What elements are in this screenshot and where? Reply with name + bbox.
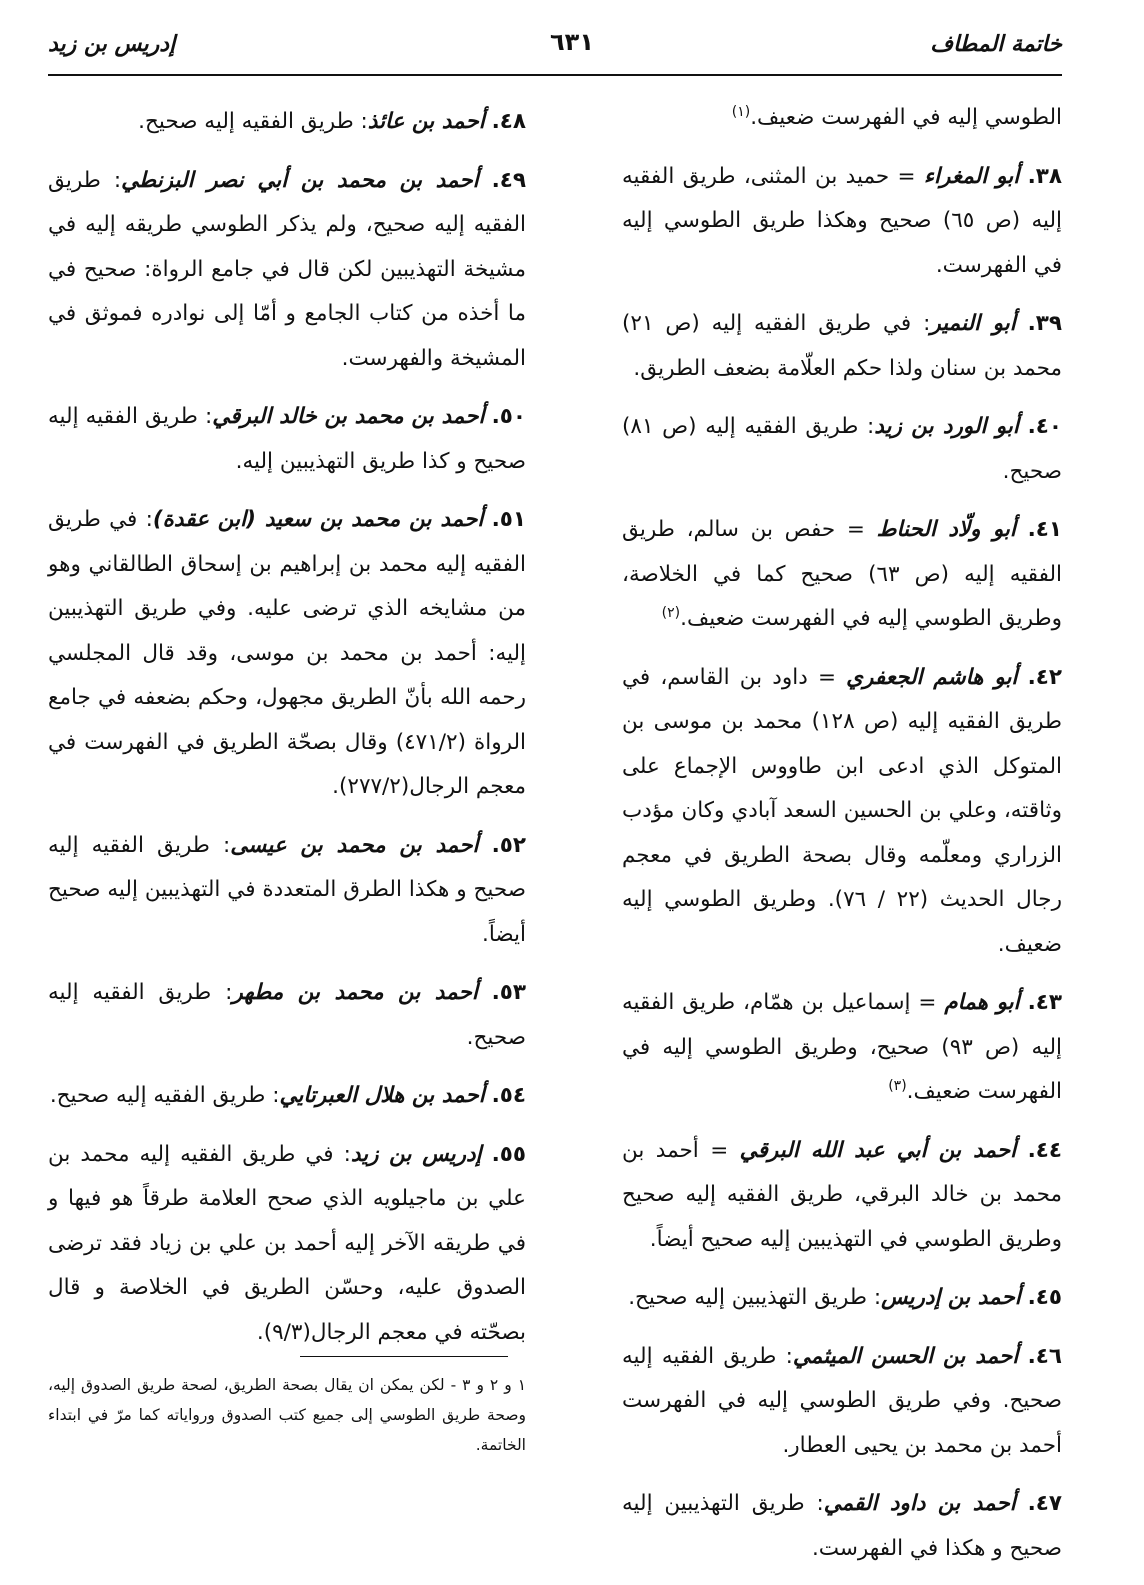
- entry: [622, 302, 1062, 391]
- narrator-name: أحمد بن محمد بن عيسى: [230, 832, 479, 858]
- entry-separator: =: [835, 517, 877, 542]
- entry-text: في طريق الفقيه إليه محمد بن علي بن ماجيلويه الذي صحح العلامة طرقاً هو فيها و في طريقه الآخر إليه أحمد بن علي بن زياد فقد ترضى الصدوق عليه، وحسّن الطريق في الخلاصة و قال بصحّته في معجم الرجال(٩/٣).: [48, 1141, 526, 1345]
- entry-text: في طريق الفقيه إليه محمد بن إبراهيم بن إسحاق الطالقاني وهو من مشايخه الذي ترضى عليه. وفي طريق التهذيبين إليه: أحمد بن محمد بن موسى، وقد قال المجلسي رحمه الله بأنّ الطريق مجهول، وحكم بضعفه في جامع الرواة (٤٧١/٢) وقال بصحّة الطريق في الفهرست في معجم الرجال(٢٧٧/٢).: [48, 507, 526, 799]
- entry-number: ٤٧.: [1027, 1491, 1062, 1516]
- entry-separator: :: [265, 1083, 280, 1108]
- entry: [622, 656, 1062, 968]
- entry-text: طريق الفقيه إليه صحيح. وفي طريق الطوسي إليه في الفهرست أحمد بن محمد بن يحيى العطار.: [622, 1343, 1062, 1458]
- entry: [48, 498, 526, 810]
- running-title-right: خاتمة المطاف: [930, 32, 1062, 57]
- right-column: [622, 96, 1062, 1585]
- entry: [622, 1482, 1062, 1571]
- entry-number: ٤٣.: [1027, 990, 1063, 1015]
- entry-separator: :: [100, 167, 122, 193]
- entry-text: طريق الفقيه إليه صحيح.: [138, 109, 354, 134]
- entry: [622, 1335, 1062, 1469]
- entry-number: ٥٥.: [491, 1141, 526, 1167]
- entry-number: ٥٢.: [491, 832, 526, 858]
- narrator-name: أحمد بن هلال العبرتايي: [279, 1083, 485, 1108]
- entry-number: ٣٩.: [1027, 311, 1063, 336]
- entry: [622, 405, 1062, 494]
- entry: [622, 508, 1062, 642]
- entry-number: ٤٩.: [491, 167, 527, 193]
- entry-number: ٤٨.: [491, 109, 526, 134]
- footnote-marker: (٣): [888, 1078, 907, 1094]
- narrator-name: أحمد بن داود القمي: [823, 1491, 1016, 1516]
- narrator-name: أحمد بن أبي عبد الله البرقي: [739, 1137, 1017, 1163]
- entry: [622, 96, 1062, 141]
- entry-separator: :: [804, 1491, 824, 1516]
- entry-separator: :: [209, 832, 231, 858]
- narrator-name: أبو ولّاد الحناط: [876, 517, 1016, 542]
- entry-separator: =: [698, 1137, 740, 1163]
- narrator-name: أحمد بن محمد بن خالد البرقي: [212, 404, 485, 429]
- narrator-name: إدريس بن زيد: [350, 1141, 482, 1167]
- entry-separator: :: [911, 311, 931, 336]
- entry-separator: :: [353, 109, 368, 134]
- entry-separator: :: [211, 980, 233, 1005]
- entry: [48, 971, 526, 1060]
- entry: [48, 824, 526, 958]
- entry: [622, 1276, 1062, 1321]
- entry-separator: :: [197, 404, 213, 429]
- narrator-name: أحمد بن محمد بن سعيد (ابن عقدة): [152, 507, 484, 532]
- narrator-name: أحمد بن الحسن الميثمي: [792, 1343, 1019, 1369]
- entry-number: ٤٠.: [1027, 414, 1062, 439]
- entry-text: طريق التهذيبين إليه صحيح.: [628, 1285, 868, 1310]
- footnote-marker: (٢): [661, 605, 681, 621]
- entry-separator: =: [910, 990, 945, 1015]
- entry-text: طريق الفقيه إليه (ص ٨١) صحيح.: [622, 414, 1062, 484]
- entry-number: ٥٤.: [491, 1083, 526, 1108]
- narrator-name: أبو همام: [944, 990, 1020, 1015]
- entry-number: ٥٠.: [491, 404, 527, 429]
- entry-text: أحمد بن محمد بن خالد البرقي، طريق الفقيه إليه صحيح وطريق الطوسي في التهذيبين إليه صحيح أيضاً.: [622, 1137, 1062, 1252]
- entry: [622, 155, 1062, 289]
- entry: [622, 981, 1062, 1115]
- entry: [48, 1074, 526, 1119]
- header-rule: [48, 74, 1062, 76]
- entry-separator: :: [776, 1343, 793, 1369]
- entry-number: ٤٥.: [1027, 1285, 1062, 1310]
- footnote: ١ و ٢ و ٣ - لكن يمكن ان يقال بصحة الطريق، لصحة طريق الصدوق إليه، وصحة طريق الطوسي إلى جميع كتب الصدوق ورواياته كما مرّ في ابتداء الخاتمة.: [48, 1376, 527, 1454]
- entry-text: طريق التهذيبين إليه صحيح و هكذا في الفهرست.: [622, 1491, 1062, 1561]
- entry-separator: =: [889, 163, 924, 189]
- narrator-name: أبو المغراء: [923, 163, 1020, 189]
- entry: [48, 100, 526, 145]
- entry-separator: =: [807, 664, 847, 690]
- entry-text: طريق الفقيه إليه صحيح.: [49, 1083, 266, 1108]
- entry-text: طريق الفقيه إليه صحيح و هكذا الطرق المتعددة في التهذيبين إليه صحيح أيضاً.: [48, 832, 526, 947]
- entry-number: ٤٦.: [1027, 1343, 1063, 1369]
- narrator-name: أحمد بن إدريس: [881, 1285, 1021, 1310]
- running-title-left: إدريس بن زيد: [48, 32, 176, 57]
- entry-text: طريق الفقيه إليه صحيح و كذا طريق التهذيبين إليه.: [48, 404, 526, 474]
- entry-number: ٥٣.: [491, 980, 527, 1005]
- entry: [48, 159, 526, 382]
- entry-number: ٤٢.: [1027, 664, 1062, 690]
- entry-number: ٣٨.: [1027, 163, 1062, 189]
- narrator-name: أحمد بن عائذ: [367, 109, 485, 134]
- entry-text: إسماعيل بن همّام، طريق الفقيه إليه (ص ٩٣) صحيح، وطريق الطوسي إليه في الفهرست ضعيف.: [622, 990, 1062, 1104]
- entry-separator: :: [333, 1141, 351, 1167]
- entry-number: ٤١.: [1027, 517, 1063, 542]
- footnote-separator: [300, 1356, 508, 1357]
- entry-text: في طريق الفقيه إليه (ص ٢١) محمد بن سنان ولذا حكم العلّامة بضعف الطريق.: [622, 311, 1062, 381]
- entry: [622, 1129, 1062, 1263]
- narrator-name: أحمد بن محمد بن مطهر: [232, 980, 478, 1005]
- entry-text: داود بن القاسم، في طريق الفقيه إليه (ص ١٢٨) محمد بن موسى بن المتوكل الذي ادعى ابن طاووس الإجماع على وثاقته، وعلي بن الحسين السعد آبادي وكان مؤدب الزراري ومعلّمه وقال بصحة الطريق في معجم رجال الحديث (٢٢ / ٧٦). وطريق الطوسي إليه ضعيف.: [622, 664, 1062, 957]
- left-column: [48, 100, 526, 1369]
- narrator-name: أحمد بن محمد بن أبي نصر البزنطي: [121, 167, 479, 193]
- entry: [48, 1133, 526, 1356]
- entry-separator: :: [867, 1285, 882, 1310]
- entry-text: حميد بن المثنى، طريق الفقيه إليه (ص ٦٥) صحيح وهكذا طريق الطوسي إليه في الفهرست.: [622, 163, 1063, 278]
- narrator-name: أبو النمير: [930, 311, 1016, 336]
- footnote-marker: (١): [731, 104, 751, 120]
- narrator-name: أبو الورد بن زيد: [874, 414, 1019, 439]
- entry-separator: :: [137, 507, 153, 532]
- entry-number: ٥١.: [491, 507, 527, 532]
- entry: [48, 395, 526, 484]
- entry-separator: :: [858, 414, 875, 439]
- entry-number: ٤٤.: [1027, 1137, 1062, 1163]
- entry-text: الطوسي إليه في الفهرست ضعيف.: [750, 105, 1062, 130]
- entry-text: طريق الفقيه إليه صحيح، ولم يذكر الطوسي طريقه إليه في مشيخة التهذيبين لكن قال في جامع الرواة: صحيح في ما أخذه من كتاب الجامع و أمّا إلى نوادره فموثق في المشيخة والفهرست.: [48, 167, 526, 371]
- page-number: ٦٣١: [550, 28, 594, 56]
- narrator-name: أبو هاشم الجعفري: [846, 664, 1018, 690]
- entry-text: طريق الفقيه إليه صحيح.: [48, 980, 526, 1050]
- entry-text: حفص بن سالم، طريق الفقيه إليه (ص ٦٣) صحيح كما في الخلاصة، وطريق الطوسي إليه في الفهرست ضعيف.: [622, 517, 1062, 631]
